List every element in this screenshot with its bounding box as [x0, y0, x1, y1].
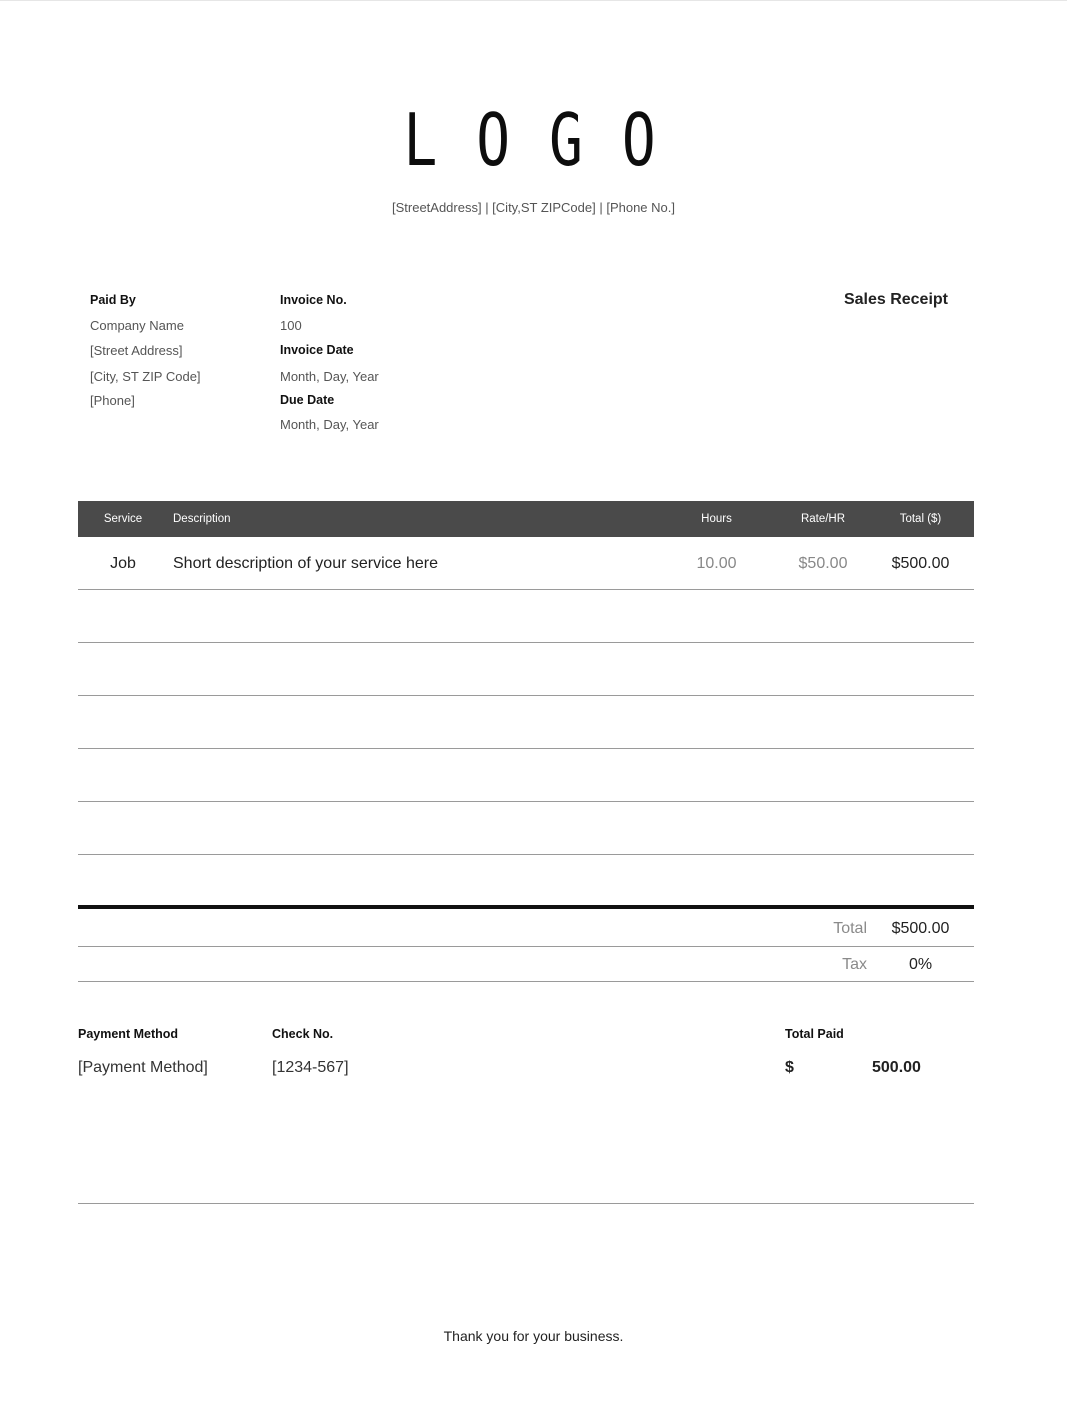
table-row [78, 696, 974, 749]
invoice-number-label: Invoice No. [280, 293, 347, 307]
company-address-line: [StreetAddress] | [City,ST ZIPCode] | [Phone No.] [391, 200, 675, 215]
summary-total-value: $500.00 [891, 920, 950, 937]
table-row [78, 749, 974, 802]
table-header [78, 501, 974, 537]
payment-method-label: Payment Method [78, 1027, 179, 1041]
paid-by-phone: [Phone] [90, 393, 135, 408]
due-date: Month, Day, Year [280, 417, 379, 432]
total-paid-value: 500.00 [872, 1059, 921, 1076]
check-number-label: Check No. [272, 1027, 334, 1041]
invoice-number: 100 [280, 318, 302, 333]
paid-by-label: Paid By [90, 293, 136, 307]
summary-total-row [78, 909, 974, 947]
footer-rule [78, 1203, 974, 1204]
header-description: Description [173, 513, 231, 525]
logo: LOGO [403, 98, 695, 182]
total-paid-label: Total Paid [785, 1027, 844, 1041]
paid-by-street: [Street Address] [90, 343, 183, 358]
paid-by-company: Company Name [90, 318, 184, 333]
table-row [78, 590, 974, 643]
thank-you-note: Thank you for your business. [443, 1328, 624, 1344]
page-top-border [0, 0, 1067, 1]
invoice-date: Month, Day, Year [280, 369, 379, 384]
summary-tax-label: Tax [842, 956, 867, 973]
header-hours: Hours [701, 513, 732, 525]
invoice-date-label: Invoice Date [280, 343, 354, 357]
summary-tax-value: 0% [908, 956, 933, 973]
table-row [78, 537, 974, 590]
table-row [78, 643, 974, 696]
row-description: Short description of your service here [173, 555, 439, 572]
row-total: $500.00 [891, 555, 950, 572]
header-service: Service [103, 513, 143, 525]
check-number-value: [1234-567] [272, 1059, 349, 1076]
payment-method-value: [Payment Method] [78, 1059, 208, 1076]
header-total: Total ($) [899, 513, 942, 525]
summary-total-label: Total [833, 920, 867, 937]
header-rate: Rate/HR [800, 513, 846, 525]
summary-tax-row [78, 947, 974, 982]
paid-by-city: [City, ST ZIP Code] [90, 369, 201, 384]
row-hours: 10.00 [696, 555, 737, 572]
receipt-title: Sales Receipt [843, 291, 948, 308]
total-paid-currency: $ [785, 1059, 794, 1076]
table-row [78, 802, 974, 855]
due-date-label: Due Date [280, 393, 335, 407]
row-service: Job [110, 555, 136, 572]
row-rate: $50.00 [798, 555, 848, 572]
